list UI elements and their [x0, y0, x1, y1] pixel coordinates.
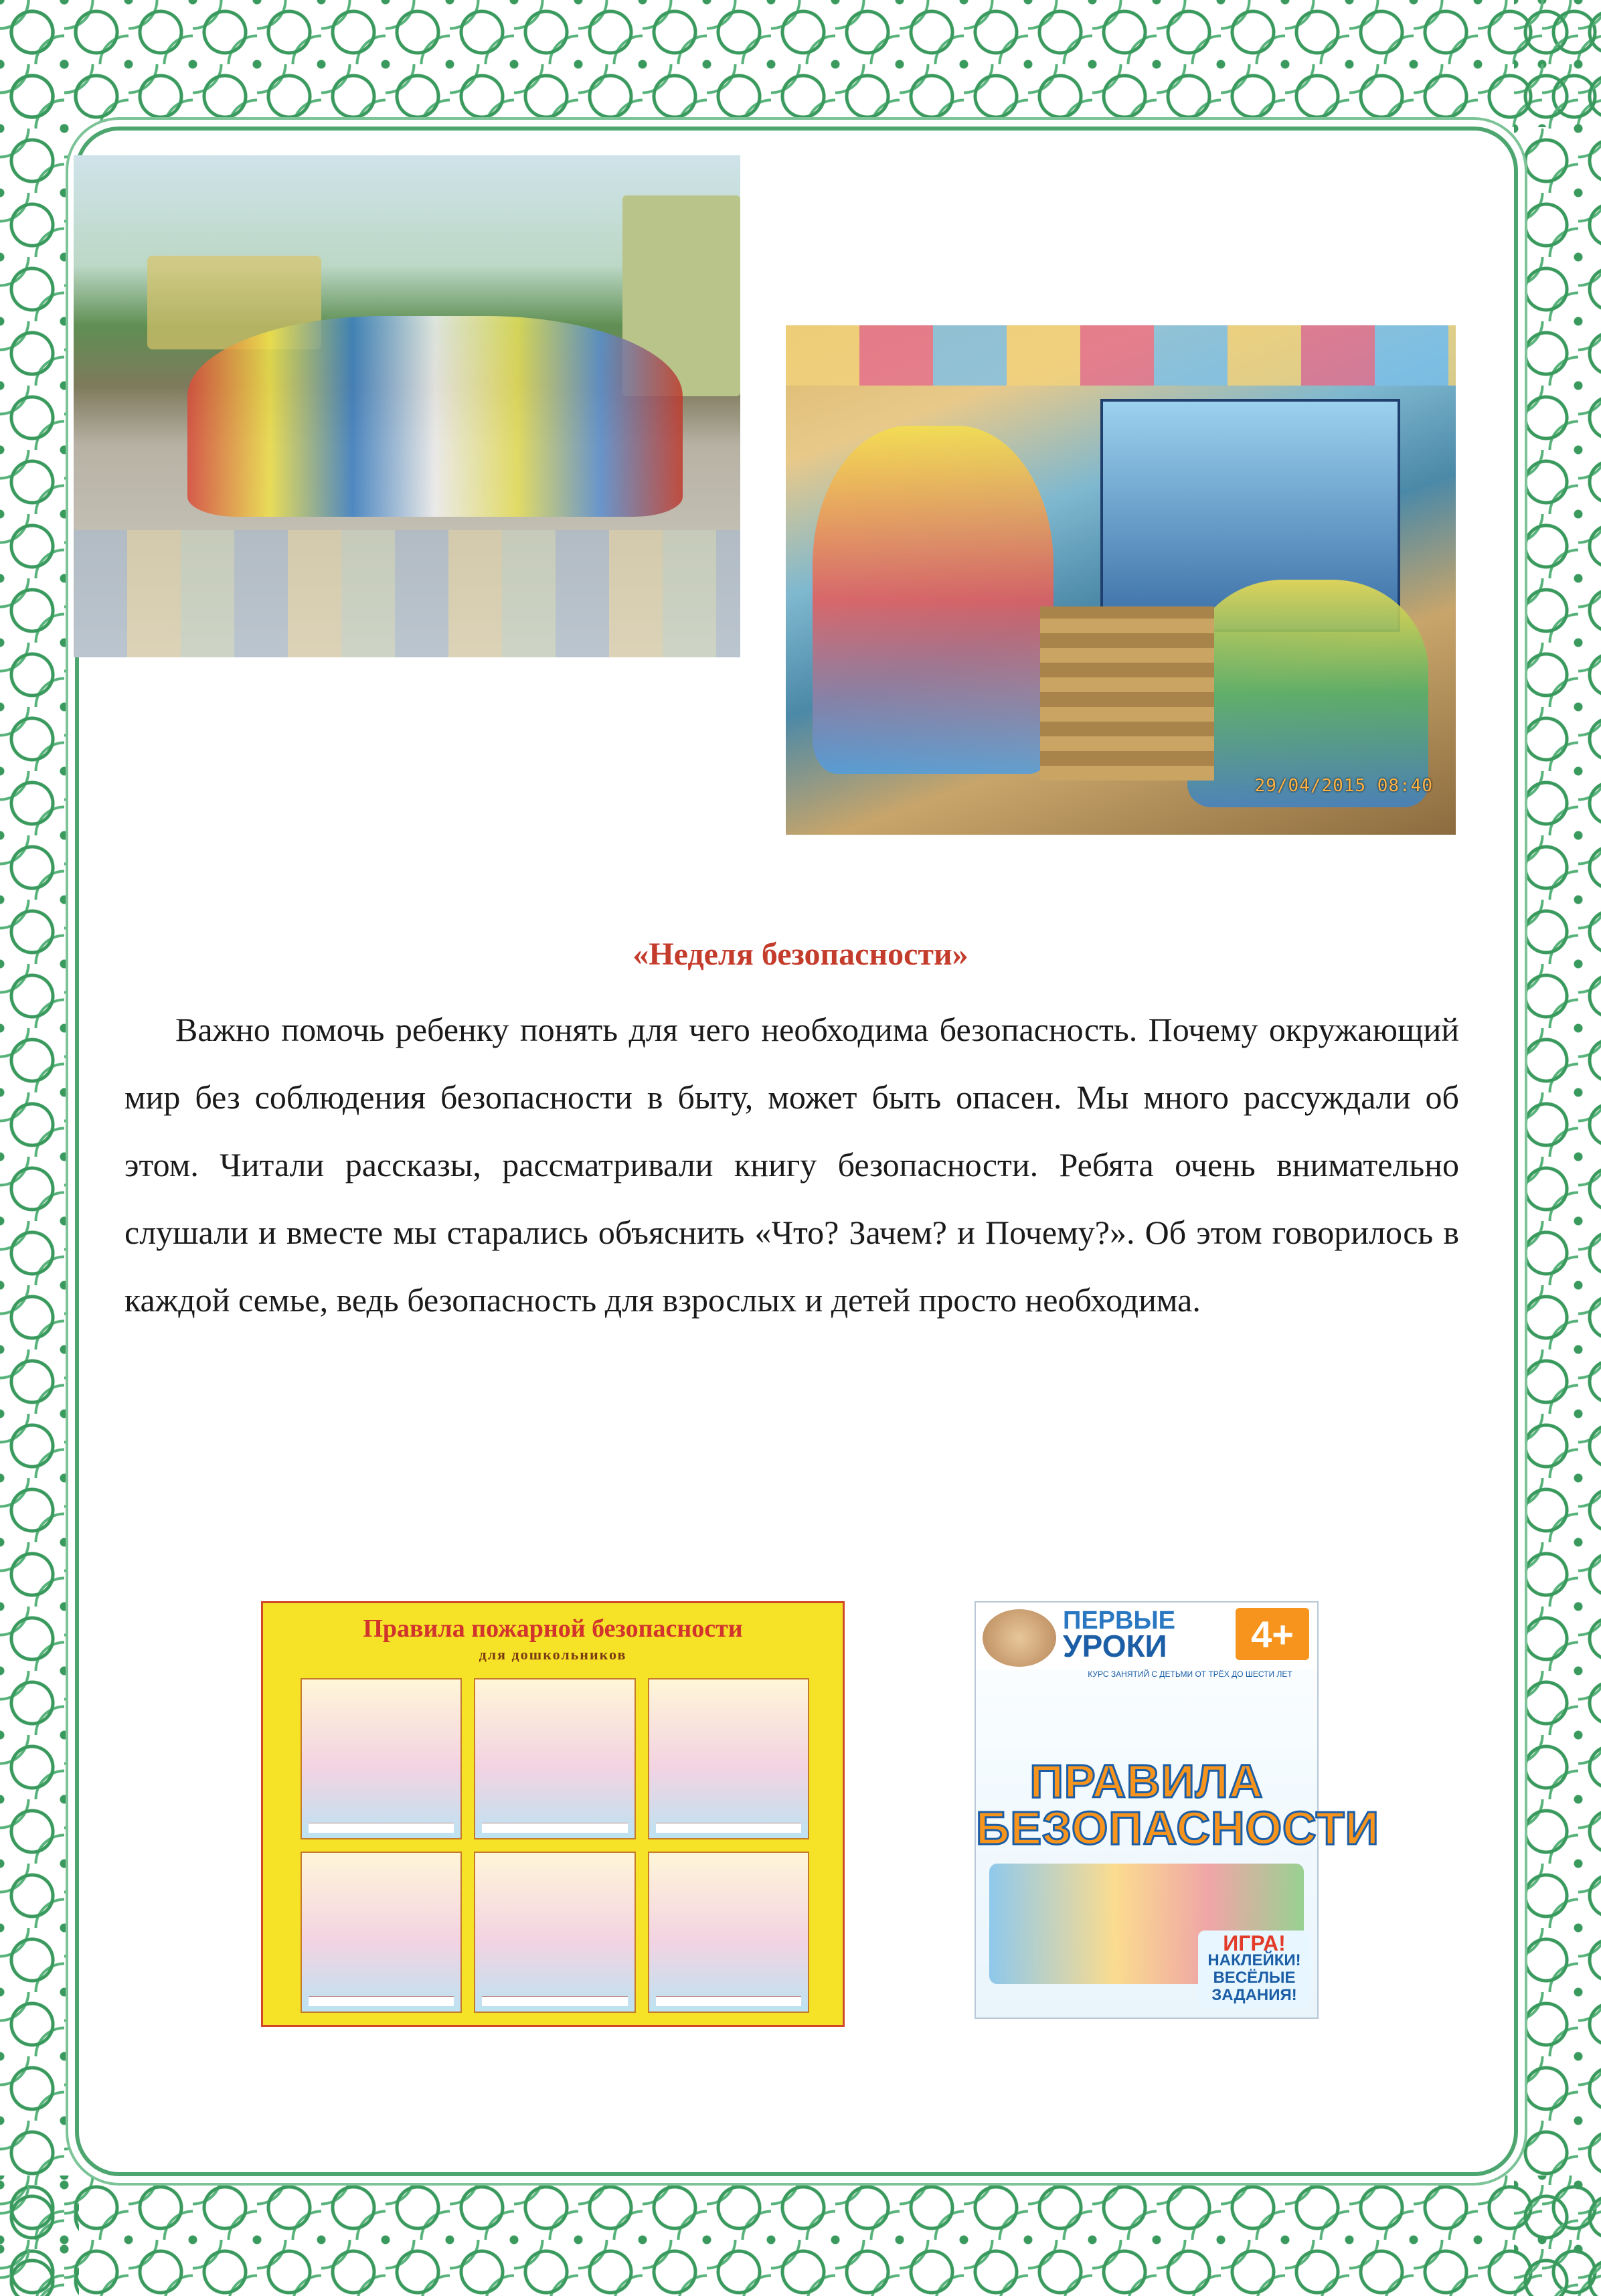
poster-subtitle: для дошкольников	[479, 1646, 627, 1663]
article-paragraph: Важно помочь ребенку понять для чего необходима безопасность. Почему окружающий мир без соблюдения безопасности в быту, может быть опасен. Мы много рассуждали об этом. Читали рассказы, рассматривали книгу безопасности. Ребята очень внимательно слушали и вместе мы старались объяснить «Что? Зачем? и Почему?». Об этом говорилось в каждой семье, ведь безопасность для взрослых и детей просто необходима.	[124, 1011, 1459, 1319]
frame-left-border	[0, 0, 79, 2296]
book-promo-badge	[1198, 1931, 1311, 2008]
article-title: «Неделя безопасности»	[633, 936, 968, 972]
book-badge-game: ИГРА!	[1223, 1931, 1286, 1955]
book-series-line2: УРОКИ	[1063, 1629, 1167, 1663]
poster-illustration	[648, 1678, 809, 1839]
book-badge-stickers: НАКЛЕЙКИ!	[1207, 1951, 1301, 1969]
indoor-children-photo	[786, 325, 1456, 835]
fire-safety-poster	[261, 1601, 845, 2027]
book-title	[976, 1755, 1379, 1854]
poster-illustration	[301, 1678, 462, 1839]
photo-toy-hut	[1040, 606, 1214, 781]
poster-illustration	[474, 1678, 635, 1839]
frame-bottom-border	[0, 2176, 1601, 2296]
book-header	[976, 1603, 1317, 1669]
poster-illustration-grid	[301, 1678, 809, 2013]
photo-children-group	[187, 316, 683, 517]
photo-painted-ground	[74, 530, 740, 657]
book-badge-tasks: ВЕСЁЛЫЕ ЗАДАНИЯ!	[1211, 1969, 1297, 2004]
photo-date-stamp: 29/04/2015 08:40	[1254, 776, 1433, 796]
safety-book-cover	[975, 1601, 1379, 2019]
photo-wall-pictures	[786, 325, 1456, 386]
dog-mascot-icon	[983, 1609, 1056, 1667]
book-title-line1: ПРАВИЛА	[1029, 1755, 1264, 1807]
poster-illustration	[648, 1852, 809, 2013]
book-age-badge: 4+	[1236, 1608, 1309, 1660]
book-course-caption: КУРС ЗАНЯТИЙ С ДЕТЬМИ ОТ ТРЁХ ДО ШЕСТИ ЛЕТ	[1088, 1669, 1292, 1679]
photo-children-left	[813, 426, 1054, 774]
frame-right-border	[1514, 0, 1601, 2296]
book-title-line2: БЕЗОПАСНОСТИ	[976, 1802, 1379, 1854]
outdoor-group-photo	[74, 155, 740, 657]
poster-illustration	[301, 1852, 462, 2013]
book-series-line1: ПЕРВЫЕ	[1063, 1607, 1175, 1635]
frame-top-border	[0, 0, 1601, 127]
poster-illustration	[474, 1852, 635, 2013]
poster-title: Правила пожарной безопасности	[363, 1615, 743, 1643]
photo-children-right	[1187, 580, 1428, 807]
